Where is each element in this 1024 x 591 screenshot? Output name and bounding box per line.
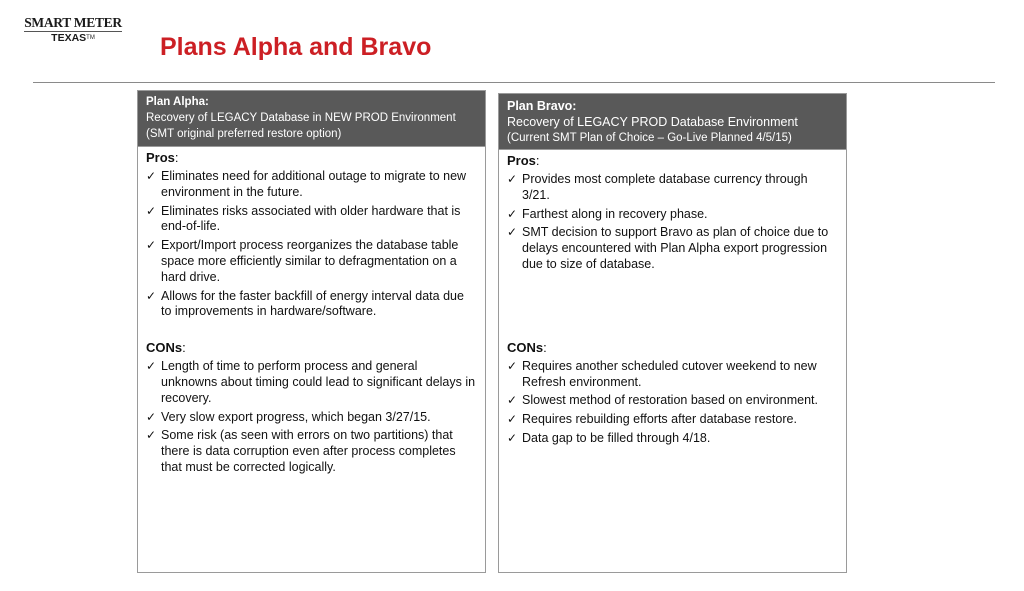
- pros-list: [507, 172, 838, 273]
- plan-bravo-pros: [499, 153, 846, 273]
- list-item-text: Requires another scheduled cutover weekend to new Refresh environment.: [522, 358, 817, 389]
- list-item: [507, 412, 838, 428]
- check-icon: ✓: [507, 225, 518, 240]
- logo-line2-text: TEXAS: [51, 32, 87, 44]
- list-item: [507, 225, 838, 272]
- plan-bravo-subtitle: Recovery of LEGACY PROD Database Environment: [507, 115, 798, 129]
- plan-bravo-cons: [499, 340, 846, 447]
- list-item-text: Requires rebuilding efforts after database restore.: [522, 412, 797, 427]
- list-item: [507, 207, 838, 223]
- cons-heading-label: CONs: [146, 340, 183, 356]
- check-icon: ✓: [507, 412, 518, 427]
- list-item: [146, 169, 477, 201]
- title-divider: [33, 82, 995, 83]
- list-item-text: Very slow export progress, which began 3/27/15.: [161, 409, 431, 424]
- check-icon: ✓: [146, 169, 157, 183]
- list-item: [146, 238, 477, 285]
- list-item: [507, 393, 838, 409]
- cons-list: [146, 359, 477, 476]
- list-item-text: Provides most complete database currency through 3/21.: [522, 172, 808, 202]
- smart-meter-texas-logo: [24, 16, 122, 44]
- slide-title: Plans Alpha and Bravo: [160, 33, 432, 61]
- list-item-text: Allows for the faster backfill of energy interval data due to improvements in hardware/software.: [161, 288, 464, 319]
- list-item-text: Eliminates risks associated with older hardware that is end-of-life.: [161, 203, 461, 234]
- list-item: [146, 410, 477, 426]
- check-icon: ✓: [507, 430, 518, 445]
- list-item-text: Length of time to perform process and general unknowns about timing could lead to significant delays in recovery.: [161, 359, 476, 405]
- pros-heading: Pros:: [507, 153, 540, 168]
- plan-alpha-pros: [138, 150, 485, 320]
- check-icon: ✓: [507, 358, 518, 373]
- check-icon: ✓: [507, 393, 518, 408]
- cons-list: [507, 359, 838, 447]
- check-icon: ✓: [146, 359, 157, 374]
- list-item-text: SMT decision to support Bravo as plan of choice due to delays encountered with Plan Alpha export progression due to size of database.: [522, 225, 829, 271]
- pros-list: [146, 169, 477, 320]
- logo-line1: SMART METER: [24, 15, 122, 30]
- check-icon: ✓: [146, 288, 157, 303]
- cons-heading-label: CONs: [507, 339, 544, 355]
- list-item: [146, 359, 477, 406]
- plan-alpha-header: [138, 91, 485, 147]
- list-item: [507, 431, 838, 447]
- plan-alpha-subtitle: Recovery of LEGACY Database in NEW PROD Environment: [146, 112, 456, 124]
- list-item-text: Export/Import process reorganizes the database table space more efficiently similar to defragmentation on a hard drive.: [161, 238, 459, 284]
- plan-alpha-note: (SMT original preferred restore option): [146, 128, 342, 140]
- check-icon: ✓: [507, 172, 518, 186]
- logo-trademark: TM: [86, 35, 95, 41]
- plan-bravo-note: (Current SMT Plan of Choice – Go-Live Planned 4/5/15): [507, 132, 792, 144]
- list-item-text: Some risk (as seen with errors on two partitions) that there is data corruption even after process completes that must be corrected logically.: [161, 428, 456, 474]
- check-icon: ✓: [146, 238, 157, 253]
- check-icon: ✓: [146, 428, 157, 443]
- list-item: [146, 204, 477, 236]
- cons-heading: CONs:: [507, 339, 547, 355]
- pros-heading: Pros:: [146, 150, 179, 165]
- check-icon: ✓: [507, 206, 518, 221]
- plan-bravo-box: [498, 93, 847, 573]
- list-item: [507, 172, 838, 204]
- plan-alpha-cons: [138, 340, 485, 476]
- list-item-text: Data gap to be filled through 4/18.: [522, 430, 711, 445]
- list-item-text: Farthest along in recovery phase.: [522, 206, 708, 221]
- list-item: [146, 428, 477, 475]
- logo-line2: [24, 33, 122, 44]
- pros-heading-label: Pros: [146, 150, 175, 165]
- list-item-text: Eliminates need for additional outage to migrate to new environment in the future.: [161, 169, 467, 199]
- check-icon: ✓: [146, 409, 157, 424]
- plan-bravo-header: [499, 94, 846, 150]
- plan-bravo-name: Plan Bravo:: [507, 99, 577, 113]
- cons-heading: CONs:: [146, 340, 186, 356]
- list-item-text: Slowest method of restoration based on environment.: [522, 393, 819, 408]
- check-icon: ✓: [146, 203, 157, 218]
- list-item: [507, 359, 838, 391]
- pros-heading-label: Pros: [507, 153, 536, 168]
- plan-alpha-name: Plan Alpha:: [146, 96, 209, 108]
- list-item: [146, 289, 477, 321]
- plan-alpha-box: [137, 90, 486, 573]
